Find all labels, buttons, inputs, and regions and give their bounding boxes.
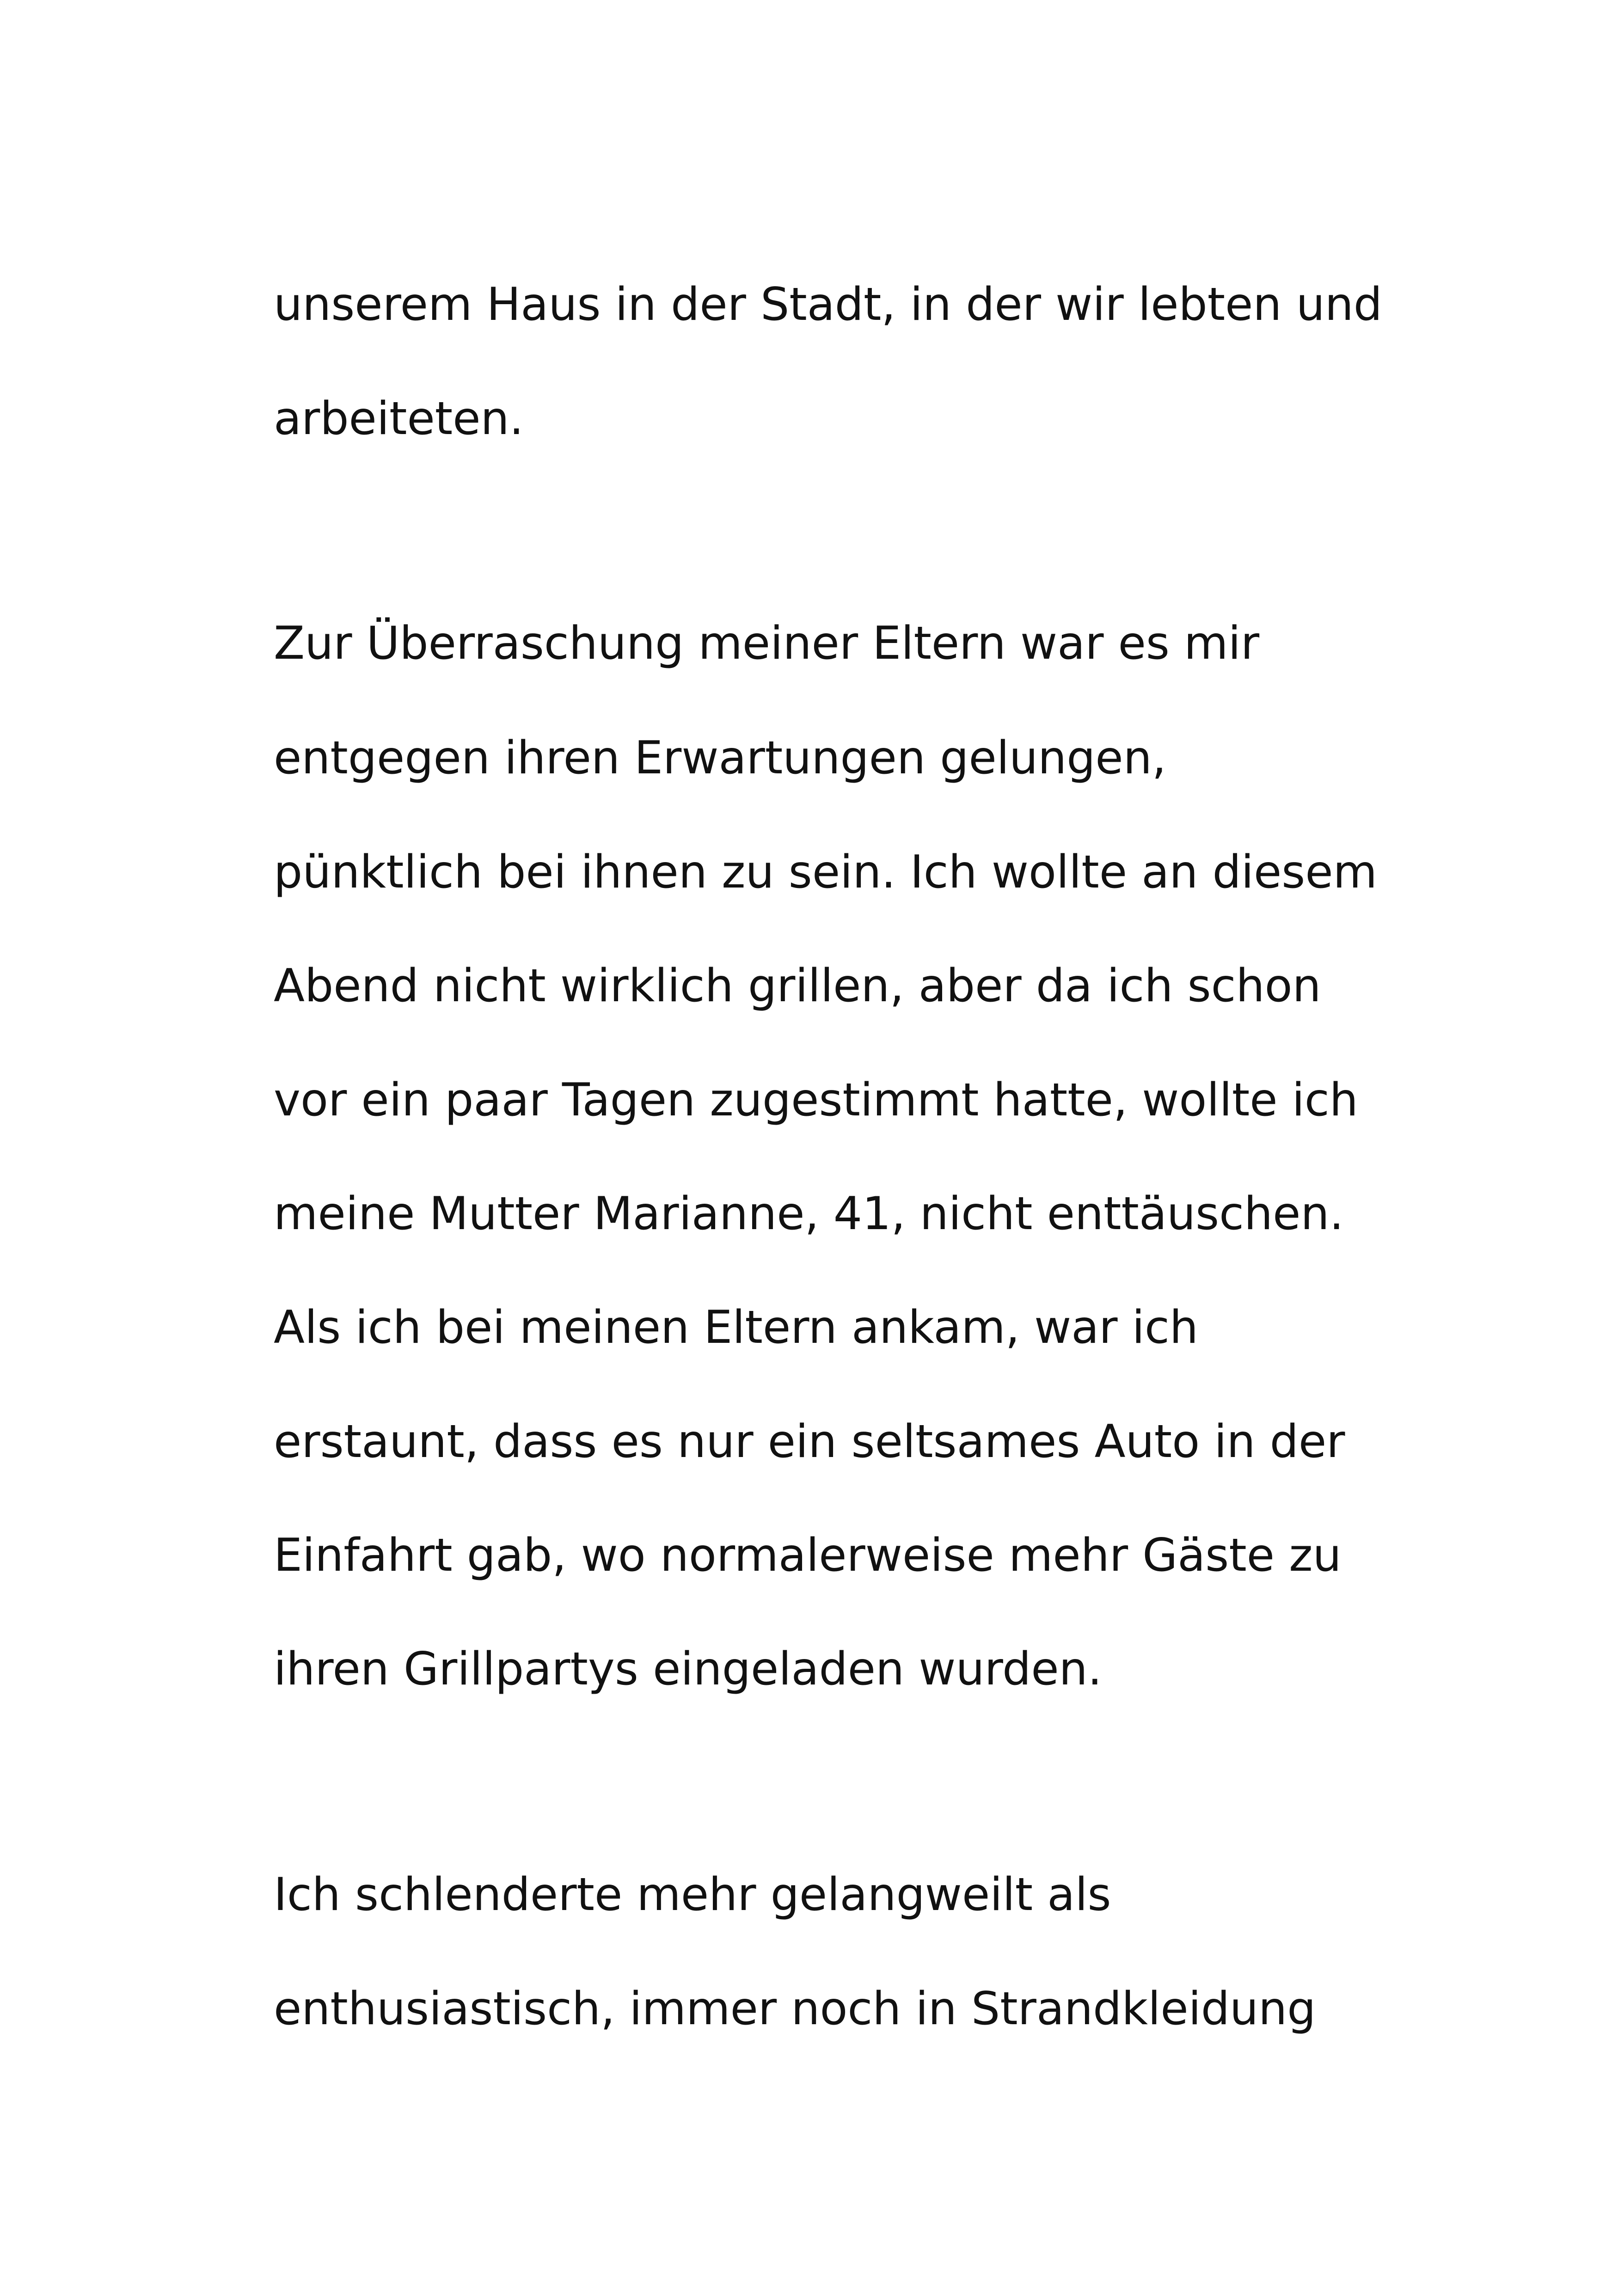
text-line: Ich schlenderte mehr gelangweilt als bbox=[274, 1868, 1111, 1921]
text-line: erstaunt, dass es nur ein seltsames Auto in der bbox=[274, 1415, 1345, 1468]
text-line: Abend nicht wirklich grillen, aber da ich schon bbox=[274, 960, 1321, 1012]
text-line: entgegen ihren Erwartungen gelungen, bbox=[274, 732, 1166, 784]
text-line: arbeiteten. bbox=[274, 392, 524, 445]
text-line: enthusiastisch, immer noch in Strandkleidung bbox=[274, 1983, 1316, 2035]
text-line: Als ich bei meinen Eltern ankam, war ich bbox=[274, 1301, 1198, 1354]
text-line: unserem Haus in der Stadt, in der wir lebten und bbox=[274, 278, 1383, 331]
text-line: pünktlich bei ihnen zu sein. Ich wollte an diesem bbox=[274, 846, 1378, 899]
text-line: meine Mutter Marianne, 41, nicht enttäuschen. bbox=[274, 1188, 1344, 1240]
text-line: Einfahrt gab, wo normalerweise mehr Gäste zu bbox=[274, 1529, 1342, 1582]
text-line: vor ein paar Tagen zugestimmt hatte, wollte ich bbox=[274, 1074, 1358, 1127]
text-line: Zur Überraschung meiner Eltern war es mir bbox=[274, 617, 1260, 670]
text-line: ihren Grillpartys eingeladen wurden. bbox=[274, 1643, 1102, 1696]
